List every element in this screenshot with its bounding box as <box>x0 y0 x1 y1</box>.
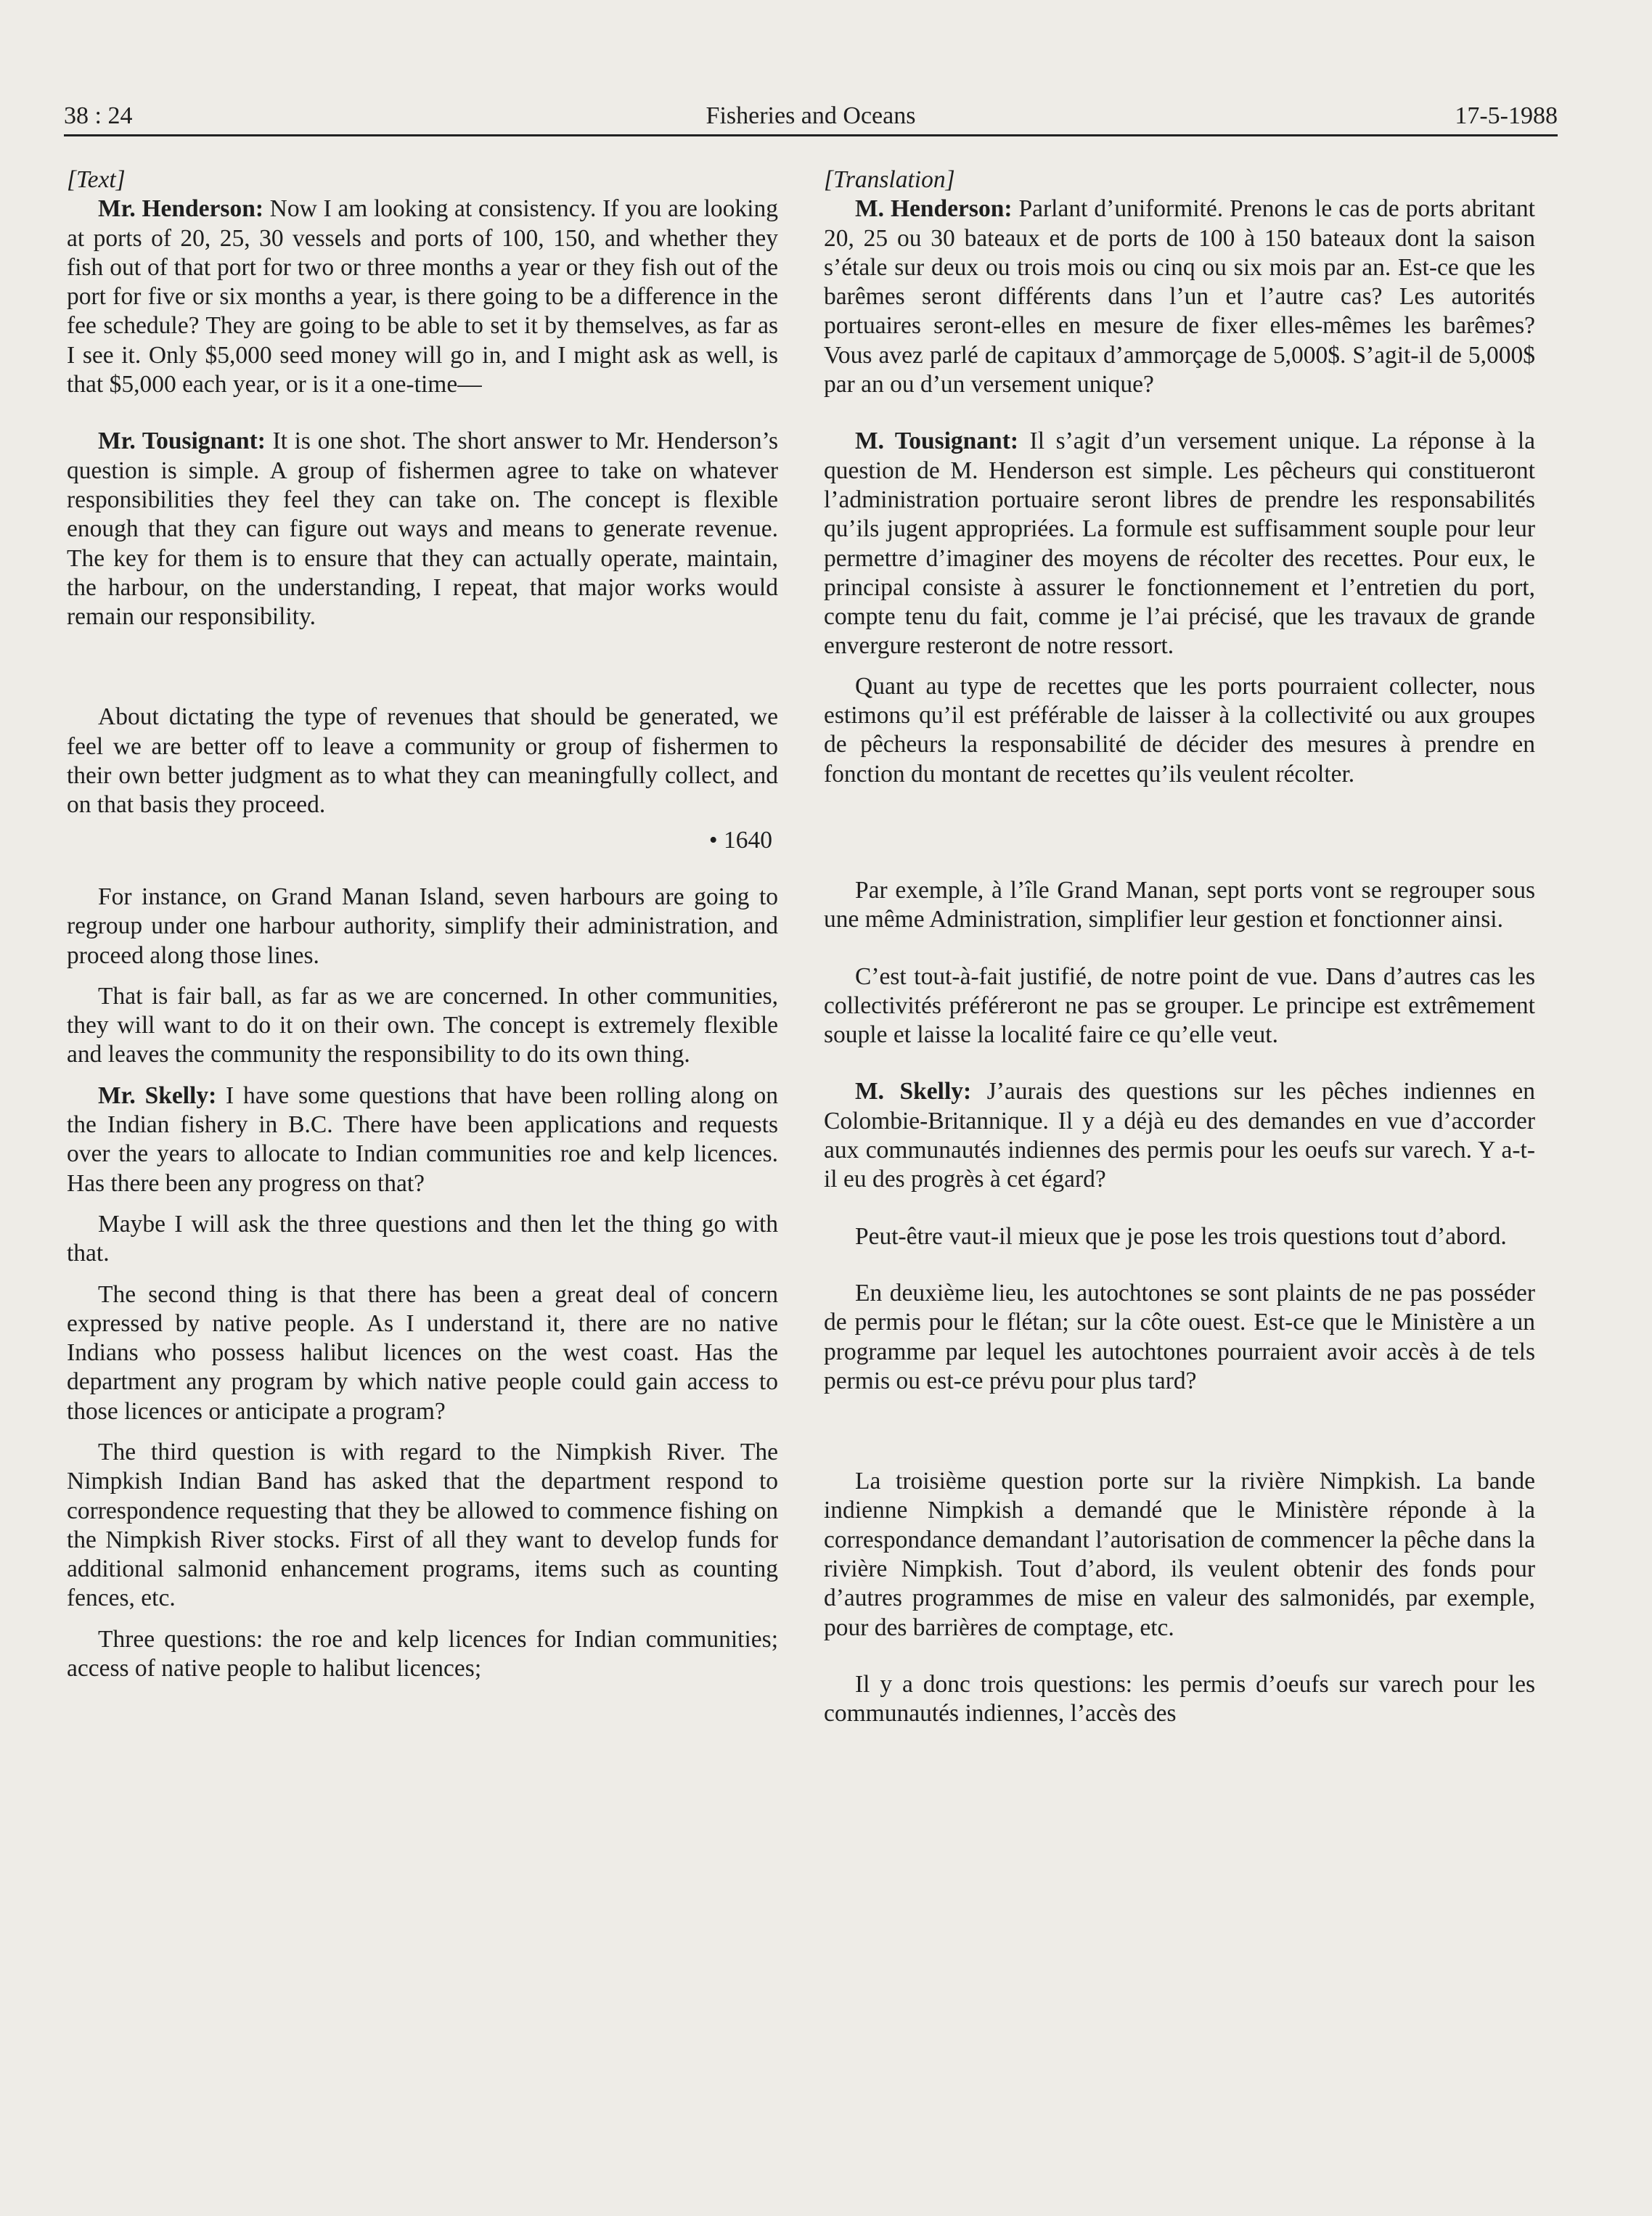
page-date: 17-5-1988 <box>1455 102 1558 129</box>
speaker-name: Mr. Tousignant: <box>98 428 266 455</box>
english-column-label: [Text] <box>67 166 126 193</box>
english-paragraph <box>67 1082 778 1198</box>
french-paragraph: En deuxième lieu, les autochtones se sont plaints de ne pas posséder de permis pour le flétan; sur la côte ouest. Est-ce que le Ministère a un programme par lequel les autochtones pourraient avoir accès à de tels permis ou est-ce prévu pour plus tard? <box>824 1279 1535 1394</box>
header-rule <box>64 134 1558 136</box>
speaker-name: Mr. Henderson: <box>98 195 263 223</box>
paragraph-text: Parlant d’uniformité. Prenons le cas de ports abritant 20, 25 ou 30 bateaux et de ports de 100 à 150 bateaux dont la saison s’étale sur deux ou trois mois ou cinq ou six mois par an. Est-ce que les barêmes seront différents dans l’un et l’autre cas? Les autorités portuaires seront-elles en mesure de fixer elles-mêmes les barêmes? Vous avez parlé de capitaux d’ammorçage de 5,000$. S’agit-il de 5,000$ par an ou d’un versement unique? <box>824 195 1535 398</box>
french-paragraph: Par exemple, à l’île Grand Manan, sept ports vont se regrouper sous une même Administration, simplifier leur gestion et fonctionner ainsi. <box>824 876 1535 933</box>
french-paragraph: Quant au type de recettes que les ports pourraient collecter, nous estimons qu’il est préférable de laisser à la collectivité ou aux groupes de pêcheurs la responsabilité de décider des mesures à prendre en fonction du montant de recettes qu’ils veulent récolter. <box>824 672 1535 788</box>
english-paragraph: Maybe I will ask the three questions and then let the thing go with that. <box>67 1210 778 1267</box>
paragraph-text: I have some questions that have been rolling along on the Indian fishery in B.C. There have been applications and requests over the years to allocate to Indian communities roe and kelp licences. Has there been any progress on that? <box>67 1082 778 1197</box>
french-paragraph <box>824 195 1535 399</box>
french-column <box>824 165 1535 1728</box>
french-paragraph: Il y a donc trois questions: les permis d’oeufs sur varech pour les communautés indiennes, l’accès des <box>824 1670 1535 1728</box>
paragraph-text: It is one shot. The short answer to Mr. Henderson’s question is simple. A group of fishermen agree to take on whatever responsibilities they feel they can take on. The concept is flexible enough that they can figure out ways and means to generate revenue. The key for them is to ensure that they can actually operate, maintain, the harbour, on the understanding, I repeat, that major works would remain our responsibility. <box>67 428 778 631</box>
french-paragraph: Peut-être vaut-il mieux que je pose les trois questions tout d’abord. <box>855 1222 1507 1250</box>
french-paragraph: C’est tout-à-fait justifié, de notre point de vue. Dans d’autres cas les collectivités préféreront ne pas se grouper. Le principe est extrêmement souple et laisse la localité faire ce qu’elle veut. <box>824 962 1535 1049</box>
speaker-name: Mr. Skelly: <box>98 1082 217 1109</box>
french-paragraph <box>824 1077 1535 1194</box>
english-paragraph: Three questions: the roe and kelp licences for Indian communities; access of native people to halibut licences; <box>67 1625 778 1683</box>
english-column <box>67 165 778 1683</box>
english-paragraph <box>67 195 778 399</box>
paragraph-text: J’aurais des questions sur les pêches indiennes en Colombie-Britannique. Il y a déjà eu des demandes en vue d’accorder aux communautés indiennes des permis pour les oeufs sur varech. Y a-t-il eu des progrès à cet égard? <box>824 1078 1535 1193</box>
english-paragraph: The second thing is that there has been a great deal of concern expressed by native people. As I understand it, there are no native Indians who possess halibut licences on the west coast. Has the department any program by which native people could gain access to those licences or anticipate a program? <box>67 1280 778 1425</box>
page-header <box>64 102 1558 138</box>
publication-title: Fisheries and Oceans <box>706 102 916 129</box>
paragraph-text: Now I am looking at consistency. If you are looking at ports of 20, 25, 30 vessels and ports of 100, 150, and whether they fish out of that port for two or three months a year or they fish out of the port for five or six months a year, is there going to be a difference in the fee schedule? They are going to be able to set it by themselves, as far as I see it. Only $5,000 seed money will go in, and I might ask as well, is that $5,000 each year, or is it a one-time— <box>67 195 778 398</box>
speaker-name: M. Henderson: <box>855 195 1013 223</box>
page-number: 38 : 24 <box>64 102 133 129</box>
english-paragraph: For instance, on Grand Manan Island, seven harbours are going to regroup under one harbour authority, simplify their administration, and proceed along those lines. <box>67 883 778 969</box>
english-paragraph: That is fair ball, as far as we are concerned. In other communities, they will want to do it on their own. The concept is extremely flexible and leaves the community the responsibility to do its own thing. <box>67 982 778 1068</box>
english-paragraph <box>67 427 778 631</box>
french-paragraph <box>824 427 1535 661</box>
english-paragraph: The third question is with regard to the Nimpkish River. The Nimpkish Indian Band has asked that the department respond to correspondence requesting that they be allowed to commence fishing on the Nimpkish River stocks. First of all they want to develop funds for additional salmonid enhancement programs, items such as counting fences, etc. <box>67 1438 778 1612</box>
speaker-name: M. Skelly: <box>855 1078 972 1105</box>
french-column-label: [Translation] <box>824 166 955 193</box>
english-paragraph: About dictating the type of revenues that should be generated, we feel we are better off to leave a community or group of fishermen to their own better judgment as to what they can meaningfully collect, and on that basis they proceed. <box>67 703 778 819</box>
paragraph-text: Il s’agit d’un versement unique. La réponse à la question de M. Henderson est simple. Les pêcheurs qui constitueront l’administration portuaire seront libres de prendre les responsabilités qu’ils jugent appropriées. La formule est suffisamment souple pour leur permettre d’imaginer des moyens de récolter des recettes. Pour eux, le principal consiste à assurer le fonctionnement et l’entretien du port, compte tenu du fait, comme je l’ai précisé, que les travaux de grande envergure resteront de notre ressort. <box>824 428 1535 660</box>
speaker-name: M. Tousignant: <box>855 428 1019 455</box>
french-paragraph: La troisième question porte sur la rivière Nimpkish. La bande indienne Nimpkish a demandé que le Ministère réponde à la correspondance demandant l’autorisation de commencer la pêche dans la rivière Nimpkish. Tout d’abord, ils veulent obtenir des fonds pour d’autres programmes de mise en valeur des salmonidés, par exemple, pour des barrières de comptage, etc. <box>824 1468 1535 1641</box>
time-marker: • 1640 <box>708 826 772 854</box>
